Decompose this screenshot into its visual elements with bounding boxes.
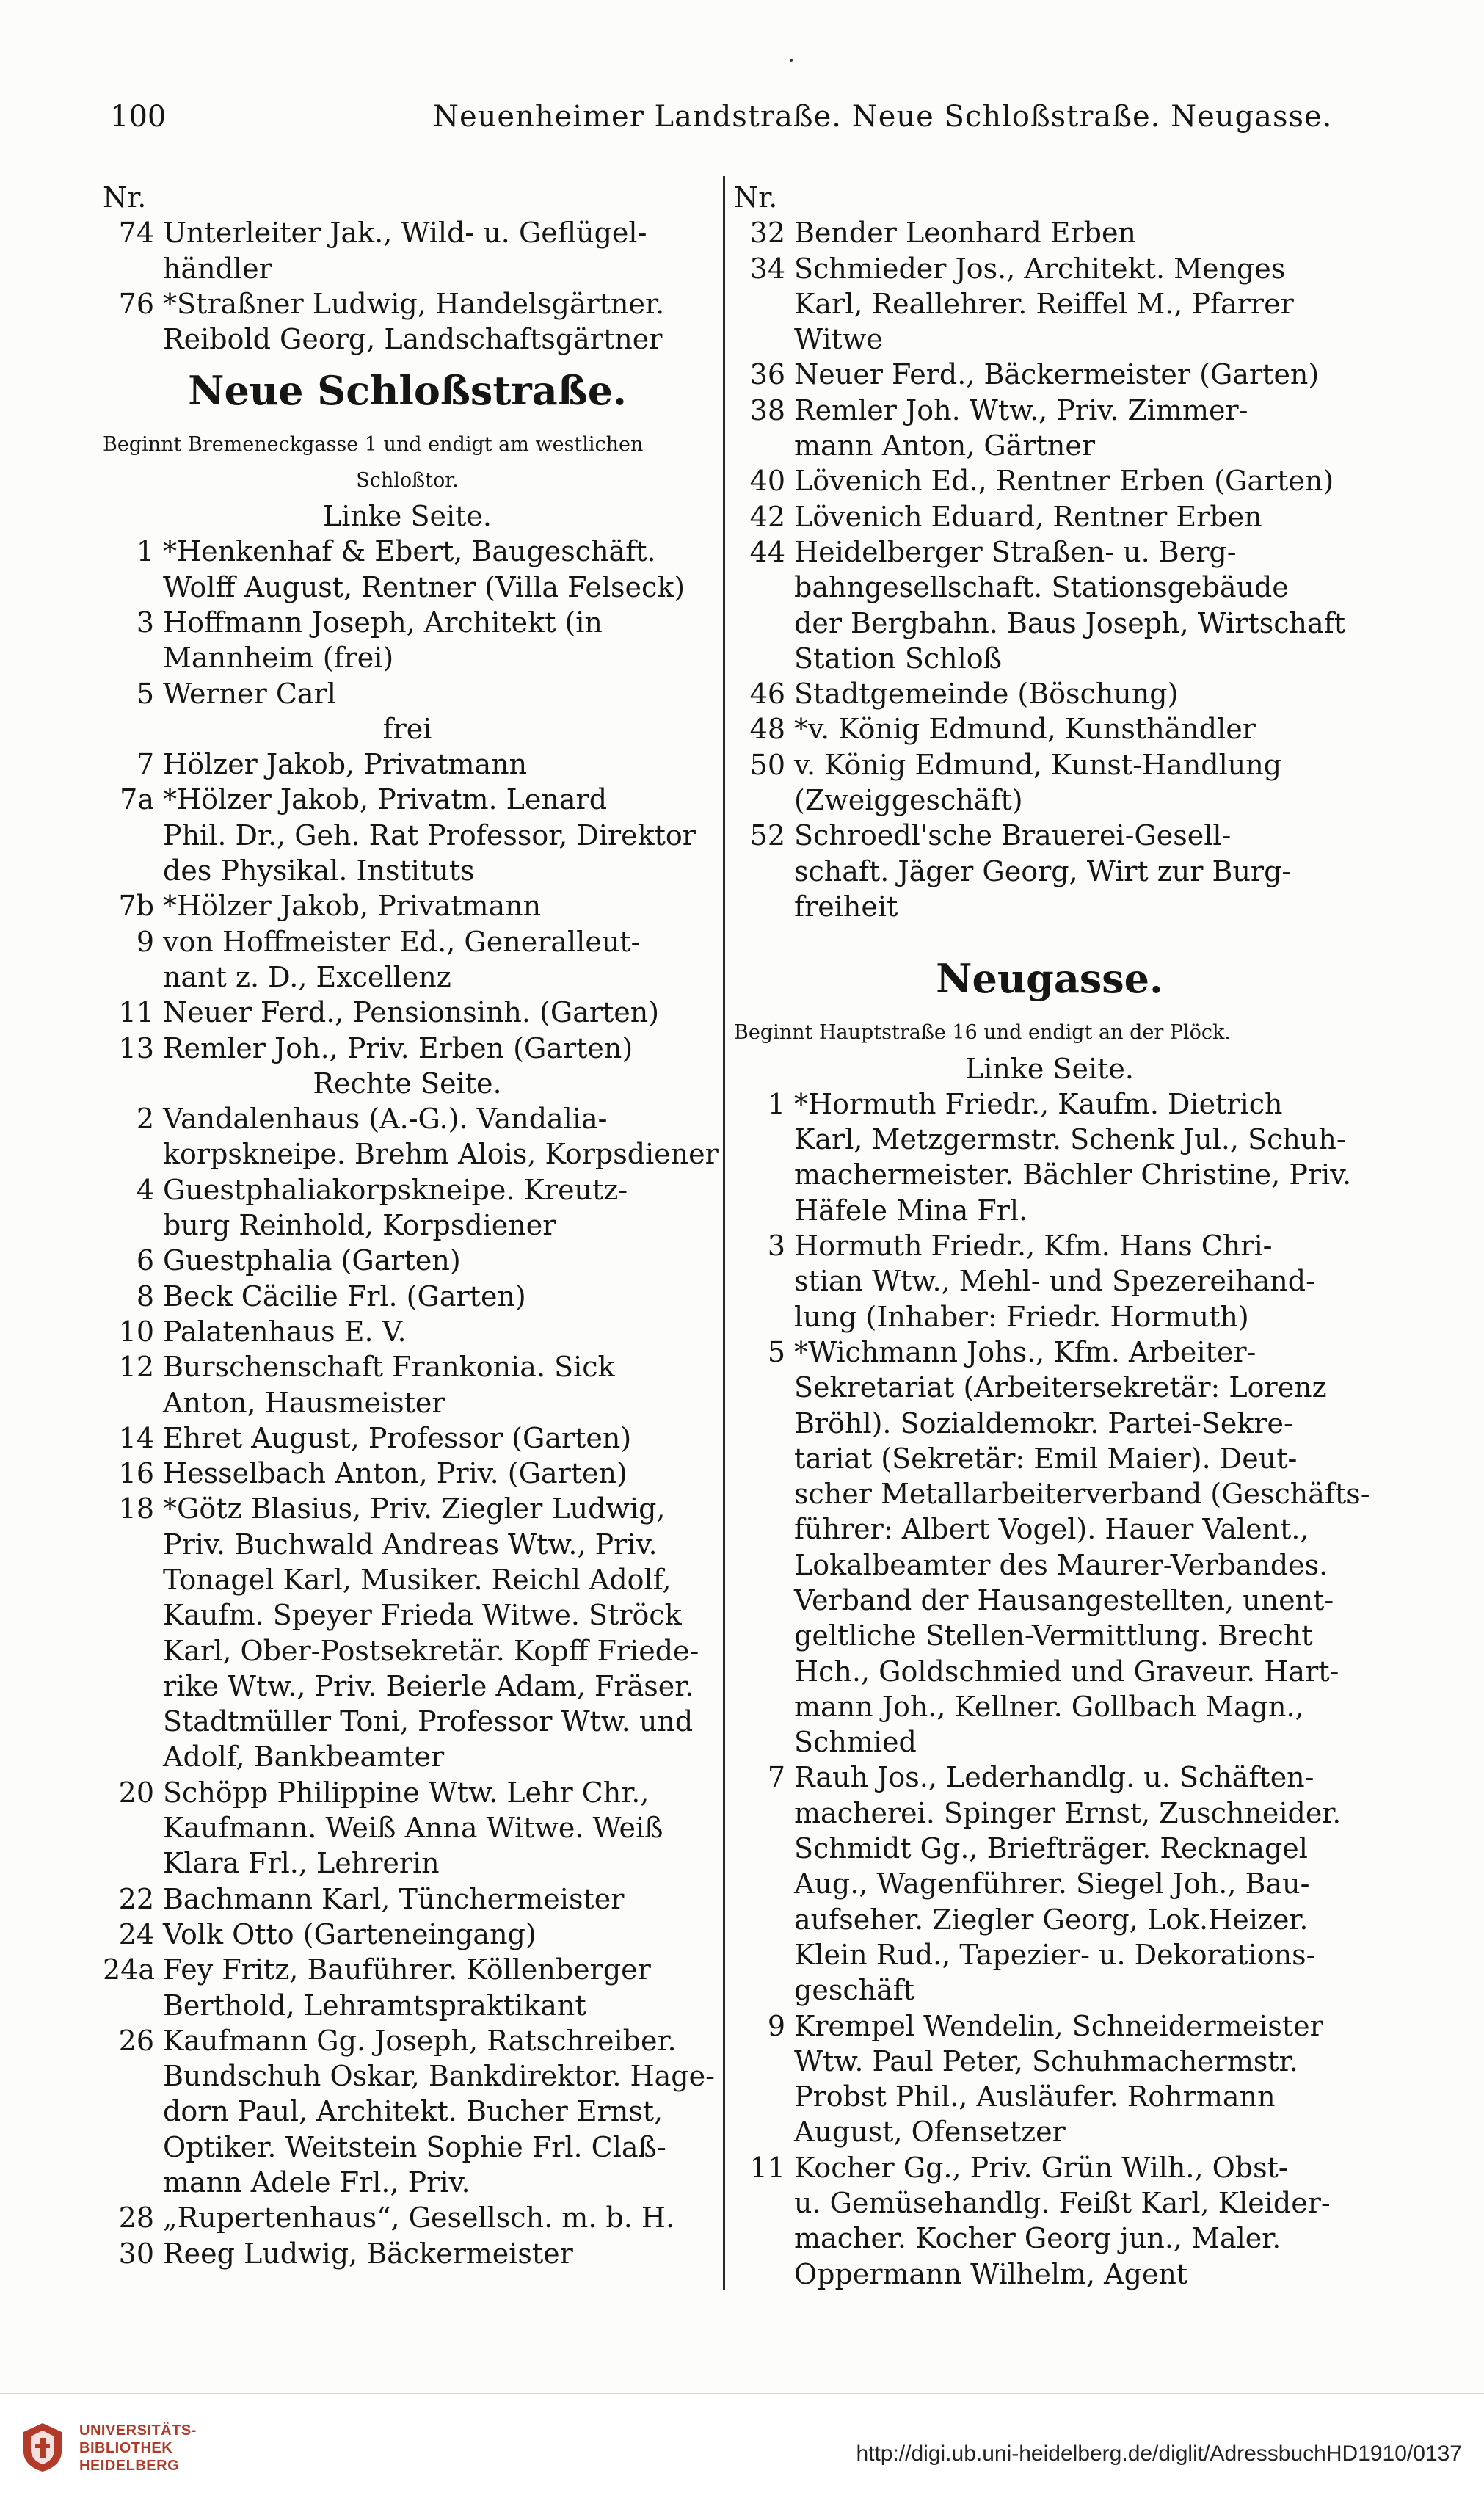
entry-continuation — [734, 1157, 1365, 1192]
entry-continuation — [734, 286, 1365, 322]
house-number: 6 — [136, 1244, 154, 1277]
entry-text: Linke Seite. — [965, 1052, 1134, 1085]
address-entry — [103, 1917, 712, 1952]
entry-text: Nr. — [734, 181, 778, 214]
entry-text: führer: Albert Vogel). Hauer Valent., — [794, 1513, 1309, 1546]
house-number: 2 — [136, 1103, 154, 1136]
house-number: 24a — [103, 1953, 156, 1986]
address-entry — [734, 676, 1365, 711]
entry-text: Karl, Ober-Postsekretär. Kopff Friede- — [163, 1634, 699, 1667]
street-description — [734, 1015, 1365, 1050]
entry-continuation — [103, 640, 712, 675]
address-entry — [103, 1775, 712, 1810]
address-entry — [103, 1491, 712, 1526]
entry-text: der Bergbahn. Baus Joseph, Wirtschaft — [794, 606, 1345, 639]
house-number: 48 — [749, 713, 785, 746]
entry-text: Bundschuh Oskar, Bankdirektor. Hage- — [163, 2060, 715, 2093]
address-entry — [734, 2008, 1365, 2044]
entry-text: Tonagel Karl, Musiker. Reichl Adolf, — [163, 1563, 672, 1596]
address-entry — [103, 1314, 712, 1349]
entry-text: mann Joh., Kellner. Gollbach Magn., — [794, 1690, 1304, 1723]
column-divider — [723, 176, 725, 2290]
entry-text: Lokalbeamter des Maurer-Verbandes. — [794, 1548, 1328, 1581]
entry-text: Sekretariat (Arbeitersekretär: Lorenz — [794, 1371, 1327, 1404]
house-number: 3 — [136, 606, 154, 639]
entry-text: *Straßner Ludwig, Handelsgärtner. — [163, 287, 665, 320]
entry-text: Nr. — [103, 181, 147, 214]
house-number: 8 — [136, 1279, 154, 1313]
entry-text: stian Wtw., Mehl- und Spezereihand- — [794, 1265, 1315, 1298]
entry-continuation — [103, 853, 712, 888]
university-seal-icon — [21, 2422, 65, 2473]
entry-text: Palatenhaus E. V. — [163, 1315, 407, 1348]
house-number: 24 — [118, 1917, 154, 1950]
entry-text: händler — [163, 252, 272, 285]
entry-text: *v. König Edmund, Kunsthändler — [794, 713, 1256, 746]
entry-continuation — [734, 1263, 1365, 1299]
entry-continuation — [103, 570, 712, 605]
entry-text: Priv. Buchwald Andreas Wtw., Priv. — [163, 1528, 658, 1561]
entry-continuation — [734, 1654, 1365, 1689]
address-entry — [734, 463, 1365, 498]
entry-text: frei — [382, 712, 432, 745]
side-heading — [103, 498, 712, 534]
entry-text: Heidelberger Straßen- u. Berg- — [794, 535, 1237, 568]
entry-text: Hölzer Jakob, Privatmann — [163, 748, 528, 781]
entry-continuation — [734, 2079, 1365, 2114]
address-entry — [734, 711, 1365, 747]
entry-text: macherei. Spinger Ernst, Zuschneider. — [794, 1796, 1342, 1829]
entry-continuation — [734, 322, 1365, 357]
entry-text: Schroedl'sche Brauerei-Gesell- — [794, 819, 1232, 852]
entry-text: Klara Frl., Lehrerin — [163, 1847, 440, 1880]
entry-text: Remler Joh., Priv. Erben (Garten) — [163, 1031, 633, 1064]
entry-text: aufseher. Ziegler Georg, Lok.Heizer. — [794, 1903, 1309, 1936]
entry-continuation — [734, 641, 1365, 676]
entry-text: Station Schloß — [794, 642, 1003, 675]
house-number: 50 — [749, 748, 785, 781]
right-column — [734, 180, 1370, 2292]
house-number: 7 — [767, 1761, 785, 1794]
house-number: 52 — [749, 819, 785, 852]
entry-text: Neuer Ferd., Bäckermeister (Garten) — [794, 358, 1320, 391]
house-number: 40 — [749, 465, 785, 498]
entry-text: Optiker. Weitstein Sophie Frl. Claß- — [163, 2130, 666, 2163]
entry-continuation — [734, 2257, 1365, 2292]
entry-continuation — [734, 606, 1365, 641]
entry-text: Remler Joh. Wtw., Priv. Zimmer- — [794, 393, 1248, 426]
address-entry — [103, 2236, 712, 2271]
entry-text: Rechte Seite. — [313, 1067, 502, 1100]
house-number: 32 — [749, 217, 785, 250]
address-entry — [734, 393, 1365, 428]
entry-text: schaft. Jäger Georg, Wirt zur Burg- — [794, 854, 1292, 887]
entry-continuation — [734, 1441, 1365, 1476]
entry-text: Witwe — [794, 323, 883, 356]
house-number: 42 — [749, 500, 785, 533]
entry-text: Neugasse. — [936, 955, 1163, 1003]
entry-continuation — [734, 2114, 1365, 2149]
address-entry — [103, 1349, 712, 1384]
entry-text: geschäft — [794, 1974, 915, 2007]
entry-text: v. König Edmund, Kunst-Handlung — [794, 748, 1282, 781]
entry-text: Klein Rud., Tapezier- u. Dekorations- — [794, 1938, 1316, 1971]
entry-text: Unterleiter Jak., Wild- u. Geflügel- — [163, 217, 647, 250]
address-entry — [103, 1031, 712, 1066]
entry-continuation — [734, 1937, 1365, 1972]
entry-text: Reeg Ludwig, Bäckermeister — [163, 2237, 573, 2270]
entry-continuation — [734, 428, 1365, 463]
entry-text: Kocher Gg., Priv. Grün Wilh., Obst- — [794, 2151, 1288, 2184]
entry-continuation — [103, 818, 712, 853]
street-description — [103, 463, 712, 498]
entry-text: Burschenschaft Frankonia. Sick — [163, 1351, 615, 1384]
entry-text: Schöpp Philippine Wtw. Lehr Chr., — [163, 1776, 650, 1809]
house-number: 22 — [118, 1882, 154, 1915]
entry-continuation — [103, 1136, 719, 1172]
entry-text: Werner Carl — [163, 677, 336, 710]
entry-continuation — [103, 322, 712, 357]
entry-continuation — [734, 1724, 1365, 1760]
address-entry — [103, 1279, 712, 1314]
entry-text: Volk Otto (Garteneingang) — [163, 1917, 537, 1950]
entry-text: *Henkenhaf & Ebert, Baugeschäft. — [163, 535, 656, 568]
street-description — [103, 427, 712, 462]
entry-continuation — [734, 1299, 1365, 1335]
address-entry — [103, 286, 712, 322]
page-header — [110, 87, 1358, 138]
entry-text: mann Adele Frl., Priv. — [163, 2166, 470, 2199]
footer-bar — [0, 2393, 1484, 2501]
entry-text: Probst Phil., Ausläufer. Rohrmann — [794, 2080, 1276, 2113]
entry-text: Wolff August, Rentner (Villa Felseck) — [163, 570, 685, 603]
entry-text: August, Ofensetzer — [794, 2116, 1066, 2149]
entry-continuation — [734, 1122, 1365, 1157]
entry-continuation — [734, 889, 1365, 924]
house-number: 20 — [118, 1776, 154, 1809]
street-heading — [103, 357, 712, 427]
entry-continuation — [734, 1547, 1365, 1583]
house-number: 28 — [118, 2201, 154, 2235]
entry-text: *Wichmann Johs., Kfm. Arbeiter- — [794, 1335, 1256, 1368]
entry-continuation — [103, 1385, 712, 1420]
house-number: 26 — [118, 2024, 154, 2057]
entry-text: Rauh Jos., Lederhandlg. u. Schäften- — [794, 1761, 1314, 1794]
address-entry — [734, 357, 1365, 392]
entry-text: Aug., Wagenführer. Siegel Joh., Bau- — [794, 1867, 1310, 1901]
house-number: 7 — [136, 748, 154, 781]
entry-text: Lövenich Eduard, Rentner Erben — [794, 500, 1262, 533]
entry-text: Lövenich Ed., Rentner Erben (Garten) — [794, 465, 1334, 498]
entry-text: Bender Leonhard Erben — [794, 217, 1136, 250]
entry-continuation — [103, 1562, 712, 1597]
entry-text: Hormuth Friedr., Kfm. Hans Chri- — [794, 1230, 1273, 1263]
entry-continuation — [734, 2185, 1365, 2221]
entry-continuation — [103, 2094, 712, 2129]
address-entry — [103, 782, 712, 817]
entry-continuation — [103, 1208, 712, 1243]
house-number: 12 — [118, 1351, 154, 1384]
address-entry — [103, 676, 712, 711]
address-entry — [734, 1335, 1365, 1370]
address-entry — [103, 1101, 712, 1136]
entry-text: freiheit — [794, 890, 898, 923]
entry-text: Neuer Ferd., Pensionsinh. (Garten) — [163, 996, 660, 1029]
entry-continuation — [103, 1704, 712, 1739]
house-number: 76 — [118, 287, 154, 320]
entry-text: Mannheim (frei) — [163, 642, 394, 675]
entry-text: *Hormuth Friedr., Kaufm. Dietrich — [794, 1087, 1283, 1120]
address-entry — [734, 2150, 1365, 2185]
house-number: 3 — [767, 1230, 785, 1263]
left-column — [103, 180, 719, 2271]
address-entry — [103, 2023, 712, 2058]
running-title: Neuenheimer Landstraße. Neue Schloßstraße. Neugasse. — [433, 100, 1333, 134]
entry-text: Stadtmüller Toni, Professor Wtw. und — [163, 1705, 694, 1738]
entry-text: Krempel Wendelin, Schneidermeister — [794, 2009, 1323, 2042]
entry-continuation — [734, 1689, 1365, 1724]
entry-text: nant z. D., Excellenz — [163, 960, 451, 993]
side-heading — [103, 711, 712, 747]
address-entry — [103, 2200, 712, 2235]
entry-text: Kaufmann Gg. Joseph, Ratschreiber. — [163, 2024, 677, 2057]
entry-text: (Zweiggeschäft) — [794, 784, 1023, 817]
entry-text: Reibold Georg, Landschaftsgärtner — [163, 323, 663, 356]
entry-text: Berthold, Lehramtspraktikant — [163, 1989, 586, 2022]
entry-text: lung (Inhaber: Friedr. Hormuth) — [794, 1300, 1249, 1333]
entry-text: Hesselbach Anton, Priv. (Garten) — [163, 1457, 628, 1490]
address-entry — [734, 215, 1365, 250]
house-number: 46 — [749, 678, 785, 711]
entry-text: Häfele Mina Frl. — [794, 1194, 1028, 1227]
house-number: 10 — [118, 1315, 154, 1348]
entry-text: Verband der Hausangestellten, unent- — [794, 1583, 1334, 1616]
address-entry — [103, 995, 712, 1030]
house-number: 5 — [767, 1335, 785, 1368]
entry-text: Linke Seite. — [323, 500, 492, 533]
address-entry — [103, 1420, 712, 1456]
entry-continuation — [103, 1527, 712, 1562]
column-label — [734, 180, 1365, 215]
address-entry — [103, 1243, 712, 1278]
house-number: 18 — [118, 1492, 154, 1525]
address-entry — [103, 605, 712, 640]
entry-continuation — [734, 1476, 1370, 1511]
address-entry — [103, 747, 712, 782]
house-number: 9 — [136, 925, 154, 958]
house-number: 13 — [118, 1031, 154, 1064]
entry-text: mann Anton, Gärtner — [794, 429, 1095, 462]
house-number: 16 — [118, 1457, 154, 1490]
entry-continuation — [734, 1511, 1365, 1547]
entry-text: Neue Schloßstraße. — [188, 367, 627, 415]
entry-continuation — [103, 1988, 712, 2023]
entry-text: Karl, Metzgermstr. Schenk Jul., Schuh- — [794, 1123, 1346, 1156]
entry-text: burg Reinhold, Korpsdiener — [163, 1209, 556, 1242]
house-number: 11 — [749, 2151, 785, 2184]
entry-continuation — [734, 1370, 1365, 1405]
entry-continuation — [103, 251, 712, 286]
logo-line: BIBLIOTHEK — [79, 2440, 173, 2456]
entry-text: Wtw. Paul Peter, Schuhmachermstr. — [794, 2044, 1298, 2077]
house-number: 74 — [118, 217, 154, 250]
entry-continuation — [734, 1902, 1365, 1937]
logo-line: UNIVERSITÄTS- — [79, 2422, 197, 2439]
entry-text: Anton, Hausmeister — [163, 1386, 445, 1419]
entry-text: Adolf, Bankbeamter — [163, 1740, 445, 1774]
house-number: 30 — [118, 2237, 154, 2270]
house-number: 7a — [120, 783, 154, 816]
entry-text: Karl, Reallehrer. Reiffel M., Pfarrer — [794, 287, 1294, 320]
house-number: 38 — [749, 393, 785, 426]
house-number: 14 — [118, 1421, 154, 1454]
entry-text: Fey Fritz, Bauführer. Köllenberger — [163, 1953, 651, 1986]
page-number: 100 — [110, 100, 167, 134]
house-number: 5 — [136, 677, 154, 710]
logo-line: HEIDELBERG — [79, 2458, 180, 2474]
house-number: 9 — [767, 2009, 785, 2042]
house-number: 7b — [118, 890, 154, 923]
entry-text: „Rupertenhaus“, Gesellsch. m. b. H. — [163, 2201, 675, 2235]
column-label — [103, 180, 712, 215]
entry-text: Schloßtor. — [356, 468, 459, 492]
entry-continuation — [734, 1406, 1365, 1441]
entry-continuation — [734, 1618, 1365, 1653]
entry-continuation — [734, 570, 1365, 605]
entry-text: Schmieder Jos., Architekt. Menges — [794, 252, 1286, 285]
entry-text: Beginnt Hauptstraße 16 und endigt an der Plöck. — [734, 1021, 1231, 1045]
house-number: 4 — [136, 1173, 154, 1206]
entry-text: des Physikal. Instituts — [163, 854, 475, 887]
house-number: 1 — [767, 1087, 785, 1120]
entry-text: *Hölzer Jakob, Privatm. Lenard — [163, 783, 608, 816]
entry-text: Bröhl). Sozialdemokr. Partei-Sekre- — [794, 1406, 1293, 1440]
address-entry — [103, 1456, 712, 1491]
source-url-link[interactable]: http://digi.ub.uni-heidelberg.de/diglit/AdressbuchHD1910/0137 — [856, 2442, 1462, 2466]
entry-continuation — [103, 1597, 712, 1633]
entry-text: Schmidt Gg., Briefträger. Recknagel — [794, 1832, 1308, 1865]
street-heading — [734, 945, 1365, 1015]
entry-text: Ehret August, Professor (Garten) — [163, 1421, 632, 1454]
entry-text: korpskneipe. Brehm Alois, Korpsdiener — [163, 1138, 719, 1171]
address-entry — [734, 534, 1365, 570]
entry-continuation — [103, 1810, 712, 1845]
address-entry — [734, 747, 1365, 783]
address-entry — [734, 251, 1365, 286]
entry-text: machermeister. Bächler Christine, Priv. — [794, 1158, 1352, 1191]
entry-text: Stadtgemeinde (Böschung) — [794, 678, 1179, 711]
entry-text: *Götz Blasius, Priv. Ziegler Ludwig, — [163, 1492, 666, 1525]
house-number: 44 — [749, 535, 785, 568]
entry-text: Guestphalia (Garten) — [163, 1244, 461, 1277]
address-entry — [734, 499, 1365, 534]
address-entry — [103, 215, 712, 250]
side-heading — [103, 1066, 712, 1101]
entry-text: Kaufmann. Weiß Anna Witwe. Weiß — [163, 1812, 663, 1845]
entry-text: Beck Cäcilie Frl. (Garten) — [163, 1279, 526, 1313]
address-entry — [103, 924, 712, 959]
entry-text: Oppermann Wilhelm, Agent — [794, 2257, 1188, 2290]
entry-continuation — [734, 1796, 1365, 1831]
entry-text: geltliche Stellen-Vermittlung. Brecht — [794, 1619, 1313, 1652]
entry-continuation — [103, 2130, 712, 2165]
entry-text: scher Metallarbeiterverband (Geschäfts- — [794, 1478, 1370, 1511]
library-logo-text — [79, 2422, 197, 2475]
entry-continuation — [734, 2221, 1365, 2256]
entry-continuation — [734, 1831, 1365, 1866]
address-entry — [103, 1881, 712, 1917]
address-entry — [103, 1172, 712, 1208]
entry-text: rike Wtw., Priv. Beierle Adam, Fräser. — [163, 1669, 694, 1702]
entry-text: Guestphaliakorpskneipe. Kreutz- — [163, 1173, 628, 1206]
entry-text: Hoffmann Joseph, Architekt (in — [163, 606, 603, 639]
address-entry — [734, 1760, 1365, 1795]
entry-continuation — [734, 854, 1365, 889]
entry-continuation — [103, 1633, 712, 1669]
house-number: 34 — [749, 252, 785, 285]
entry-continuation — [734, 2044, 1365, 2079]
address-entry — [103, 534, 712, 569]
entry-continuation — [734, 1972, 1365, 2008]
entry-continuation — [734, 783, 1365, 818]
spacer — [734, 924, 1365, 945]
entry-text: u. Gemüsehandlg. Feißt Karl, Kleider- — [794, 2187, 1331, 2220]
entry-text: Phil. Dr., Geh. Rat Professor, Direktor — [163, 818, 696, 852]
address-entry — [734, 818, 1365, 853]
entry-text: dorn Paul, Architekt. Bucher Ernst, — [163, 2095, 663, 2128]
house-number: 11 — [118, 996, 154, 1029]
entry-text: tariat (Sekretär: Emil Maier). Deut- — [794, 1442, 1298, 1475]
entry-text: Vandalenhaus (A.-G.). Vandalia- — [163, 1103, 608, 1136]
entry-continuation — [103, 2165, 712, 2200]
entry-continuation — [103, 959, 712, 995]
entry-continuation — [734, 1866, 1365, 1901]
entry-continuation — [103, 1739, 712, 1774]
entry-text: Hch., Goldschmied und Graveur. Hart- — [794, 1655, 1339, 1688]
address-entry — [734, 1228, 1365, 1263]
entry-continuation — [103, 1669, 712, 1704]
entry-continuation — [103, 1845, 712, 1881]
house-number: 1 — [136, 535, 154, 568]
entry-text: von Hoffmeister Ed., Generalleut- — [163, 925, 641, 958]
scan-speck — [790, 59, 793, 62]
address-entry — [103, 1952, 712, 1987]
house-number: 36 — [749, 358, 785, 391]
entry-text: Kaufm. Speyer Frieda Witwe. Ströck — [163, 1599, 682, 1632]
address-entry — [103, 888, 712, 923]
entry-text: Bachmann Karl, Tünchermeister — [163, 1882, 625, 1915]
entry-text: Beginnt Bremeneckgasse 1 und endigt am westlichen — [103, 433, 644, 457]
entry-text: *Hölzer Jakob, Privatmann — [163, 890, 542, 923]
entry-continuation — [734, 1583, 1365, 1618]
entry-text: macher. Kocher Georg jun., Maler. — [794, 2222, 1281, 2255]
side-heading — [734, 1051, 1365, 1086]
entry-continuation — [103, 2058, 715, 2094]
entry-continuation — [734, 1193, 1365, 1228]
address-entry — [734, 1086, 1365, 1122]
entry-text: bahngesellschaft. Stationsgebäude — [794, 571, 1289, 604]
entry-text: Schmied — [794, 1726, 917, 1759]
